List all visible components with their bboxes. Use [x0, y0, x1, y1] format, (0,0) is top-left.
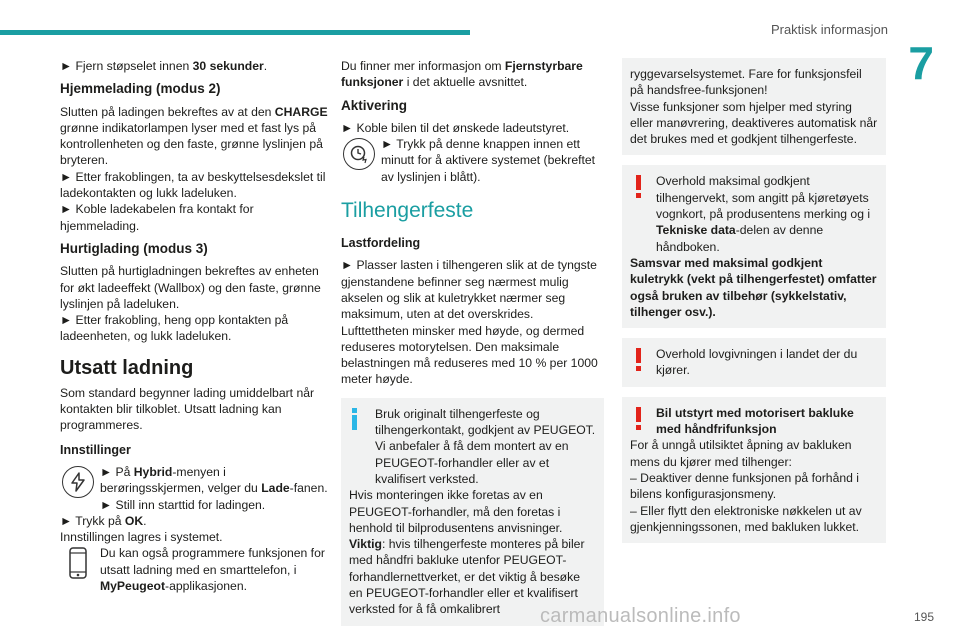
smartphone-block [60, 545, 330, 594]
step-unplug-home: ► Koble ladekabelen fra kontakt for hjemmelading. [60, 202, 254, 233]
info-important: Viktig: hvis tilhengerfeste monteres på biler med håndfri bakluke utenfor PEUGEOT-forhandlernettverket, er det viktig å besøke en PEUGEOT-forhandler eller et kvalifisert verksted for å få omkalibrert [349, 537, 585, 617]
warning-tailgate-step1: – Deaktiver denne funksjonen på forhånd i bilens konfigurasjonsmeny. [630, 470, 860, 502]
settings-block [60, 464, 330, 497]
warning-tailgate-heading: Bil utstyrt med motorisert bakluke med håndfrifunksjon [656, 405, 854, 437]
info-box-towbar [341, 398, 604, 626]
paragraph-altitude: Lufttettheten minsker med høyde, og dermed reduseres motorytelsen. Den maksimale belastningen må reduseres med 10 % per 1000 meter høyde. [341, 323, 598, 387]
charge-timer-icon [343, 138, 375, 170]
heading-fast-charging: Hurtiglading (modus 3) [60, 240, 208, 256]
paragraph-unplug: ► Fjern støpselet innen 30 sekunder. [60, 59, 268, 73]
column-right [622, 58, 886, 543]
heading-home-charging: Hjemmelading (modus 2) [60, 81, 221, 97]
step-hang-connector: ► Etter frakobling, heng opp kontakten på ladeenheten, og lukk ladeluken. [60, 313, 289, 344]
heading-towbar: Tilhengerfeste [341, 199, 474, 223]
paragraph-saved: Innstillingen lagres i systemet. [60, 530, 223, 545]
warning-box-law [622, 338, 886, 387]
heading-load-distribution: Lastfordeling [341, 236, 421, 251]
warning-box-tailgate [622, 397, 886, 543]
info-box-continued [622, 58, 886, 155]
warning-icon [630, 405, 650, 431]
warning-icon [630, 173, 650, 199]
step-press-ok: ► Trykk på OK. [60, 513, 147, 528]
warning-nose-weight: Samsvar med maksimal godkjent kuletrykk (vekt på tilhengerfestet) omfatter også bruken av tilbehør (sykkelstativ, tilhenger osv.). [630, 255, 877, 319]
paragraph-delayed-charging: Som standard begynner lading umiddelbart når kontakten blir tilkoblet. Utsatt ladning kan programmeres. [60, 385, 315, 433]
activation-block [341, 136, 604, 185]
warning-box-weight [622, 165, 886, 328]
info-steering-functions: Visse funksjoner som hjelper med styring eller manøvrering, deaktiveres automatisk når det brukes med et godkjent tilhengerfeste. [630, 99, 878, 147]
running-header: Praktisk informasjon [770, 22, 888, 37]
column-left [60, 58, 330, 594]
page-number: 195 [913, 610, 934, 624]
step-press-button: ► Trykk på denne knappen innen ett minutt for å aktivere systemet (bekreftet av lyslinjen i blått). [381, 137, 596, 184]
step-set-time: ► Still inn starttid for ladingen. [100, 497, 266, 512]
warning-icon [630, 346, 650, 372]
warning-legislation: Overhold lovgivningen i landet der du kjører. [656, 347, 858, 378]
column-middle [341, 58, 604, 626]
step-connect-vehicle: ► Koble bilen til det ønskede ladeutstyret. [341, 120, 570, 135]
paragraph-fast-charging: Slutten på hurtigladningen bekreftes av enheten for økt ladeeffekt (Wallbox) og den faste, grønne lyslinjen på ladeluken. [60, 264, 321, 311]
chapter-number: 7 [908, 37, 934, 89]
smartphone-icon [62, 547, 94, 579]
heading-settings: Innstillinger [60, 442, 131, 457]
info-icon [349, 406, 369, 432]
paragraph-smartphone: Du kan også programmere funksjonen for utsatt ladning med en smarttelefon, i MyPeugeot-applikasjonen. [100, 546, 325, 594]
info-manufacturer: Hvis monteringen ikke foretas av en PEUGEOT-forhandler, må den foretas i henhold til bilprodusentens anvisninger. [349, 488, 563, 535]
lightning-icon [62, 466, 94, 498]
step-hybrid-menu: ► På Hybrid-menyen i berøringsskjermen, velger du Lade-fanen. [100, 464, 328, 496]
warning-max-weight: Overhold maksimal godkjent tilhengervekt, som angitt på kjøretøyets vognkort, på produsentens merking og i Tekniske data-delen av denne håndboken. [656, 174, 871, 254]
info-reverse-sensor: ryggevarselsystemet. Fare for funksjonsfeil på handsfree-funksjonen! [630, 67, 862, 98]
watermark: carmanualsonline.info [540, 605, 741, 627]
heading-delayed-charging: Utsatt ladning [60, 356, 194, 379]
warning-tailgate-intro: For å unngå utilsiktet åpning av bakluken mens du kjører med tilhenger: [630, 438, 852, 469]
paragraph-remote-functions: Du finner mer informasjon om Fjernstyrbare funksjoner i det aktuelle avsnittet. [341, 59, 583, 90]
info-original-towbar: Bruk originalt tilhengerfeste og tilhengerkontakt, godkjent av PEUGEOT. Vi anbefaler å få dem montert av en PEUGEOT-forhandler eller av et kvalifisert verksted. [375, 406, 596, 486]
warning-tailgate-step2: – Eller flytt den elektroniske nøkkelen ut av gjenkjenningssonen, med bakluken lukket. [630, 503, 862, 534]
paragraph-home-charging: Slutten på ladingen bekreftes av at den CHARGE grønne indikatorlampen lyser med et fast lys på kontrollenheten og den faste, grønne lyslinjen på bryteren. [60, 104, 328, 168]
heading-activation: Aktivering [341, 97, 408, 113]
step-remove-cover: ► Etter frakoblingen, ta av beskyttelsesdekslet til ladekontakten og lukk ladeluken. [60, 169, 326, 201]
header-accent-bar [0, 30, 470, 35]
step-place-load: ► Plasser lasten i tilhengeren slik at de tyngste gjenstandene befinner seg nærmest mulig akselen og slik at kuletrykket nærmer seg maksimum, uten at det overskrides. [341, 258, 597, 322]
